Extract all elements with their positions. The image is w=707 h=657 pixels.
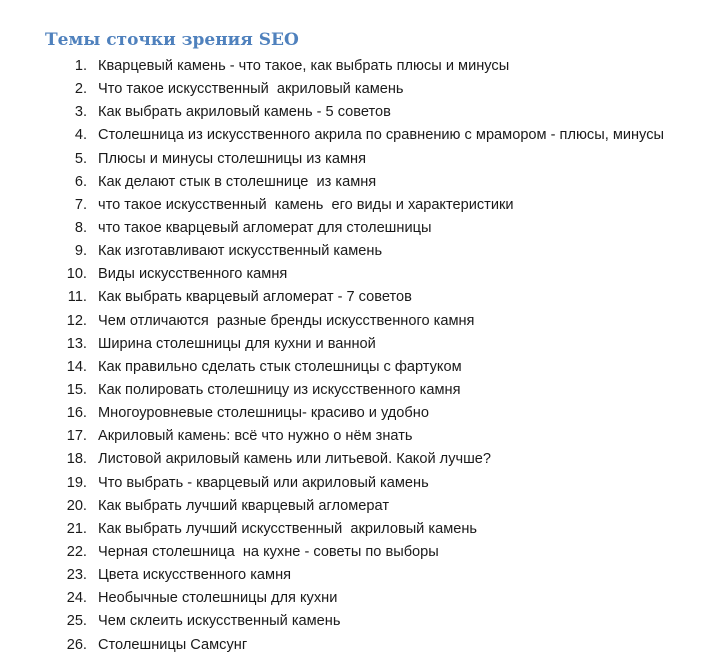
topic-number: 10. (66, 266, 87, 283)
topic-text: Как полировать столешницу из искусственного камня (98, 381, 461, 398)
topic-number: 12. (66, 312, 87, 329)
topic-number: 14. (66, 358, 87, 375)
topic-number: 6. (74, 173, 87, 190)
topic-text: Чем склеить искусственный камень (98, 613, 341, 630)
topic-number: 13. (66, 335, 87, 352)
topic-text: Как выбрать лучший кварцевый агломерат (98, 497, 390, 514)
topic-number: 3. (74, 104, 87, 121)
topic-text: Столешница из искусственного акрила по сравнению с мрамором - плюсы, минусы (98, 127, 664, 144)
topic-text: Как выбрать кварцевый агломерат - 7 советов (98, 289, 412, 306)
topic-text: Листовой акриловый камень или литьевой. Какой лучше? (98, 451, 492, 468)
topic-number: 26. (66, 636, 87, 653)
topic-number: 16. (66, 405, 87, 422)
topic-text: Кварцевый камень - что такое, как выбрать плюсы и минусы (98, 58, 510, 74)
topic-text: Виды искусственного камня (98, 266, 288, 283)
topic-number: 18. (66, 451, 87, 468)
topic-number: 2. (74, 81, 87, 98)
topic-number: 8. (74, 219, 87, 236)
topic-text: Акриловый камень: всё что нужно о нём знать (98, 428, 413, 445)
topic-text: Цвета искусственного камня (98, 567, 292, 584)
topic-number: 17. (66, 428, 87, 445)
topic-number: 5. (74, 150, 87, 167)
topic-text: Что такое искусственный акриловый камень (98, 81, 404, 98)
topic-text: Что выбрать - кварцевый или акриловый камень (98, 474, 429, 491)
topic-number: 15. (66, 381, 87, 398)
topic-text: Как выбрать акриловый камень - 5 советов (98, 104, 391, 121)
topic-number: 7. (74, 196, 87, 213)
topic-number: 20. (66, 497, 87, 514)
topic-text: что такое кварцевый агломерат для столешницы (98, 219, 432, 236)
topic-number: 24. (66, 590, 87, 607)
topic-text: Плюсы и минусы столешницы из камня (98, 150, 366, 167)
topic-number: 25. (66, 613, 87, 630)
topic-text: Столешницы Самсунг (98, 636, 248, 653)
topic-text: Как делают стык в столешнице из камня (98, 173, 377, 190)
topic-number: 22. (66, 543, 87, 560)
topic-text: что такое искусственный камень его виды и характеристики (98, 196, 514, 213)
topic-text: Необычные столешницы для кухни (98, 590, 338, 607)
topic-number: 11. (67, 289, 87, 306)
topic-number: 1. (74, 58, 87, 74)
topic-number: 9. (74, 243, 87, 260)
topic-text: Как изготавливают искусственный камень (98, 243, 383, 260)
topic-text: Как правильно сделать стык столешницы с фартуком (98, 358, 462, 375)
topic-text: Ширина столешницы для кухни и ванной (98, 335, 376, 352)
topic-text: Многоуровневые столешницы- красиво и удобно (98, 405, 429, 422)
topic-text: Чем отличаются разные бренды искусственного камня (98, 312, 475, 329)
topic-number: 4. (74, 127, 87, 144)
topic-text: Черная столешница на кухне - советы по выборы (98, 543, 439, 560)
topic-number: 19. (66, 474, 87, 491)
topic-number: 21. (66, 520, 87, 537)
topic-text: Как выбрать лучший искусственный акриловый камень (98, 520, 478, 537)
document-title: Темы сточки зрения SEO (45, 30, 299, 50)
topic-number: 23. (66, 567, 87, 584)
